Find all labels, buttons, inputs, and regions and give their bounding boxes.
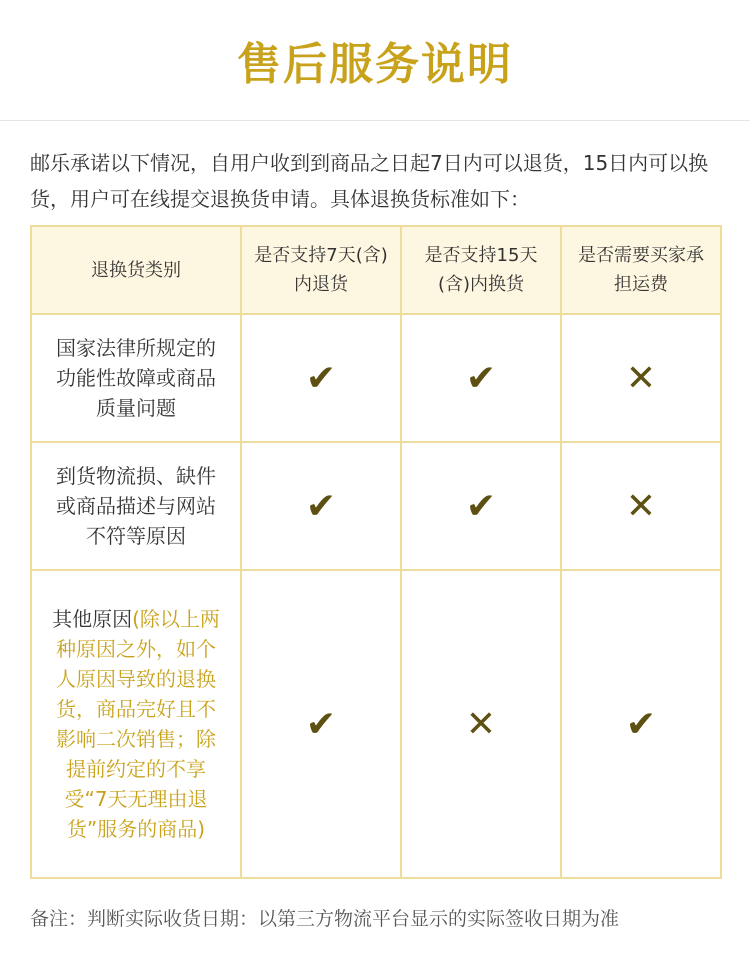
- page-title: 售后服务说明: [237, 39, 513, 90]
- header-return-7-days: 是否支持7天(含)内退货: [241, 226, 401, 314]
- return-policy-table: [30, 225, 722, 879]
- table-header-row: [31, 226, 721, 314]
- category-text: 其他原因: [52, 607, 133, 631]
- row-category: [31, 570, 241, 878]
- header-category: 退换货类别: [31, 226, 241, 314]
- category-text: 到货物流损、缺件或商品描述与网站不符等原因: [56, 464, 216, 548]
- table-row: [31, 442, 721, 570]
- row-category: [31, 314, 241, 442]
- exchange-15-cross-icon: ✕: [401, 570, 561, 878]
- page-header: [0, 0, 750, 121]
- footer-note: 备注：判断实际收货日期：以第三方物流平台显示的实际签收日期为准: [30, 908, 620, 930]
- return-7-check-icon: ✔: [241, 314, 401, 442]
- buyer-pays-check-icon: ✔: [561, 570, 721, 878]
- table-row: [31, 314, 721, 442]
- buyer-pays-cross-icon: ✕: [561, 314, 721, 442]
- category-text: 国家法律所规定的功能性故障或商品质量问题: [56, 336, 216, 420]
- intro-text: 邮乐承诺以下情况，自用户收到到商品之日起7日内可以退货，15日内可以换货，用户可在线提交退换货申请。具体退换货标准如下：: [30, 151, 709, 211]
- buyer-pays-cross-icon: ✕: [561, 442, 721, 570]
- return-7-check-icon: ✔: [241, 442, 401, 570]
- return-7-check-icon: ✔: [241, 570, 401, 878]
- category-note: (除以上两种原因之外，如个人原因导致的退换货，商品完好且不影响二次销售；除提前约定的不享受“7天无理由退货”服务的商品): [56, 607, 220, 841]
- exchange-15-check-icon: ✔: [401, 314, 561, 442]
- row-category: [31, 442, 241, 570]
- exchange-15-check-icon: ✔: [401, 442, 561, 570]
- table-row: [31, 570, 721, 878]
- header-exchange-15-days: 是否支持15天(含)内换货: [401, 226, 561, 314]
- header-buyer-pays-shipping: 是否需要买家承担运费: [561, 226, 721, 314]
